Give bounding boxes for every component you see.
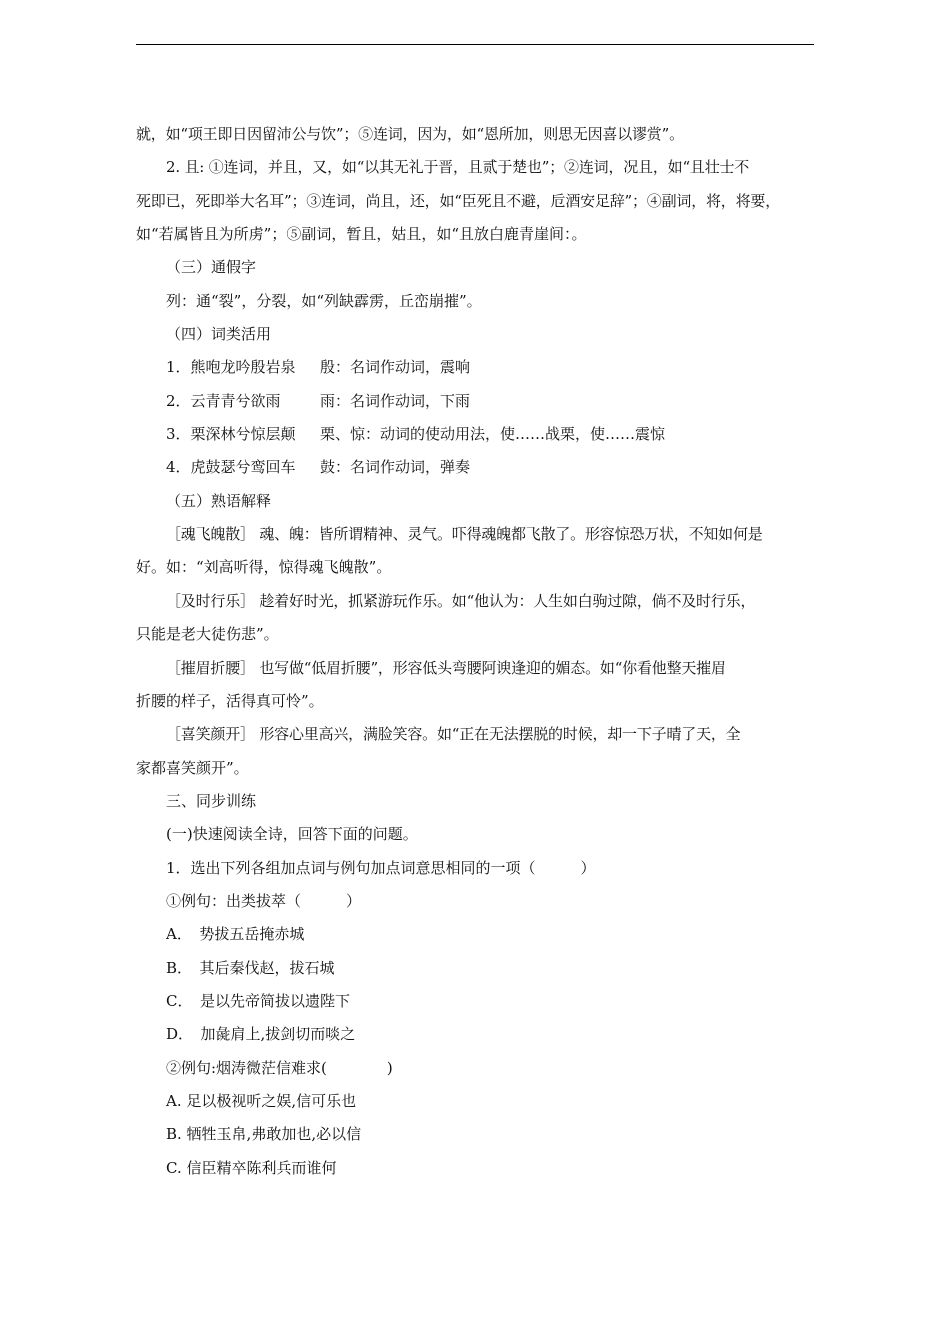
answer-option: C． 是以先帝简拔以遗陛下 (166, 991, 350, 1010)
answer-option: D． 加彘肩上,拔剑切而啖之 (166, 1025, 356, 1044)
text-line: 2. 且: ①连词，并且，又，如“以其无礼于晋，且贰于楚也”；②连词，况且，如“且壮士不 (166, 158, 750, 177)
text-line: 好。如：“刘高听得，惊得魂飞魄散”。 (136, 558, 392, 577)
usage-item (136, 351, 826, 384)
idiom-entry: ［魂飞魄散］ 魂、魄：皆所谓精神、灵气。吓得魂魄都飞散了。形容惊恐万状，不知如何是 (166, 525, 763, 544)
section-heading: 三、同步训练 (166, 791, 257, 810)
usage-item (136, 385, 826, 418)
usage-note: 栗、惊：动词的使动用法，使……战栗，使……震惊 (320, 425, 666, 444)
answer-option: A． 势拔五岳掩赤城 (166, 925, 305, 944)
text-line: 折腰的样子，活得真可怜”。 (136, 691, 324, 710)
usage-phrase: 3．栗深林兮惊层颠 (166, 425, 296, 444)
usage-phrase: 4．虎鼓瑟兮鸾回车 (166, 458, 296, 477)
usage-item (136, 418, 826, 451)
usage-note: 鼓：名词作动词，弹奏 (320, 458, 471, 477)
sub-question: ①例句：出类拔萃（ ） (166, 891, 362, 910)
text-line: 就，如“项王即日因留沛公与饮”；⑤连词，因为，如“恩所加，则思无因喜以谬赏”。 (136, 125, 684, 143)
answer-option: B． 其后秦伐赵，拔石城 (166, 958, 335, 977)
idiom-entry: ［摧眉折腰］ 也写做“低眉折腰”，形容低头弯腰阿谀逢迎的媚态。如“你看他整天摧眉 (166, 658, 726, 677)
answer-option: C. 信臣精卒陈利兵而谁何 (166, 1158, 337, 1177)
section-heading: （三）通假字 (166, 258, 257, 277)
text-line: 列：通“裂”，分裂，如“列缺霹雳，丘峦崩摧”。 (166, 291, 482, 310)
text-line: (一)快速阅读全诗，回答下面的问题。 (166, 825, 418, 844)
text-line: 只能是老大徒伤悲”。 (136, 625, 279, 644)
section-heading: （四）词类活用 (166, 325, 272, 344)
text-line: 死即已，死即举大名耳”；③连词，尚且，还，如“臣死且不避，卮酒安足辞”；④副词，将，将要， (136, 191, 781, 210)
usage-phrase: 1．熊咆龙吟殷岩泉 (166, 358, 296, 377)
body-text (136, 118, 826, 1185)
usage-item (136, 451, 826, 484)
idiom-entry: ［及时行乐］ 趁着好时光，抓紧游玩作乐。如“他认为：人生如白驹过隙，倘不及时行乐， (166, 591, 756, 610)
question: 1．选出下列各组加点词与例句加点词意思相同的一项（ ） (166, 858, 596, 877)
usage-note: 雨：名词作动词，下雨 (320, 391, 471, 410)
text-line: 家都喜笑颜开”。 (136, 758, 249, 777)
text-line: 如“若属皆且为所虏”；⑤副词，暂且，姑且，如“且放白鹿青崖间：。 (136, 225, 587, 244)
usage-phrase: 2．云青青兮欲雨 (166, 391, 281, 410)
sub-question: ②例句:烟涛微茫信难求( ) (166, 1058, 393, 1077)
answer-option: A. 足以极视听之娱,信可乐也 (166, 1091, 357, 1110)
idiom-entry: ［喜笑颜开］ 形容心里高兴，满脸笑容。如“正在无法摆脱的时候，却一下子晴了天，全 (166, 725, 741, 744)
section-heading: （五）熟语解释 (166, 491, 272, 510)
header-rule (136, 44, 814, 45)
answer-option: B. 牺牲玉帛,弗敢加也,必以信 (166, 1125, 362, 1144)
usage-note: 殷：名词作动词，震响 (320, 358, 471, 377)
